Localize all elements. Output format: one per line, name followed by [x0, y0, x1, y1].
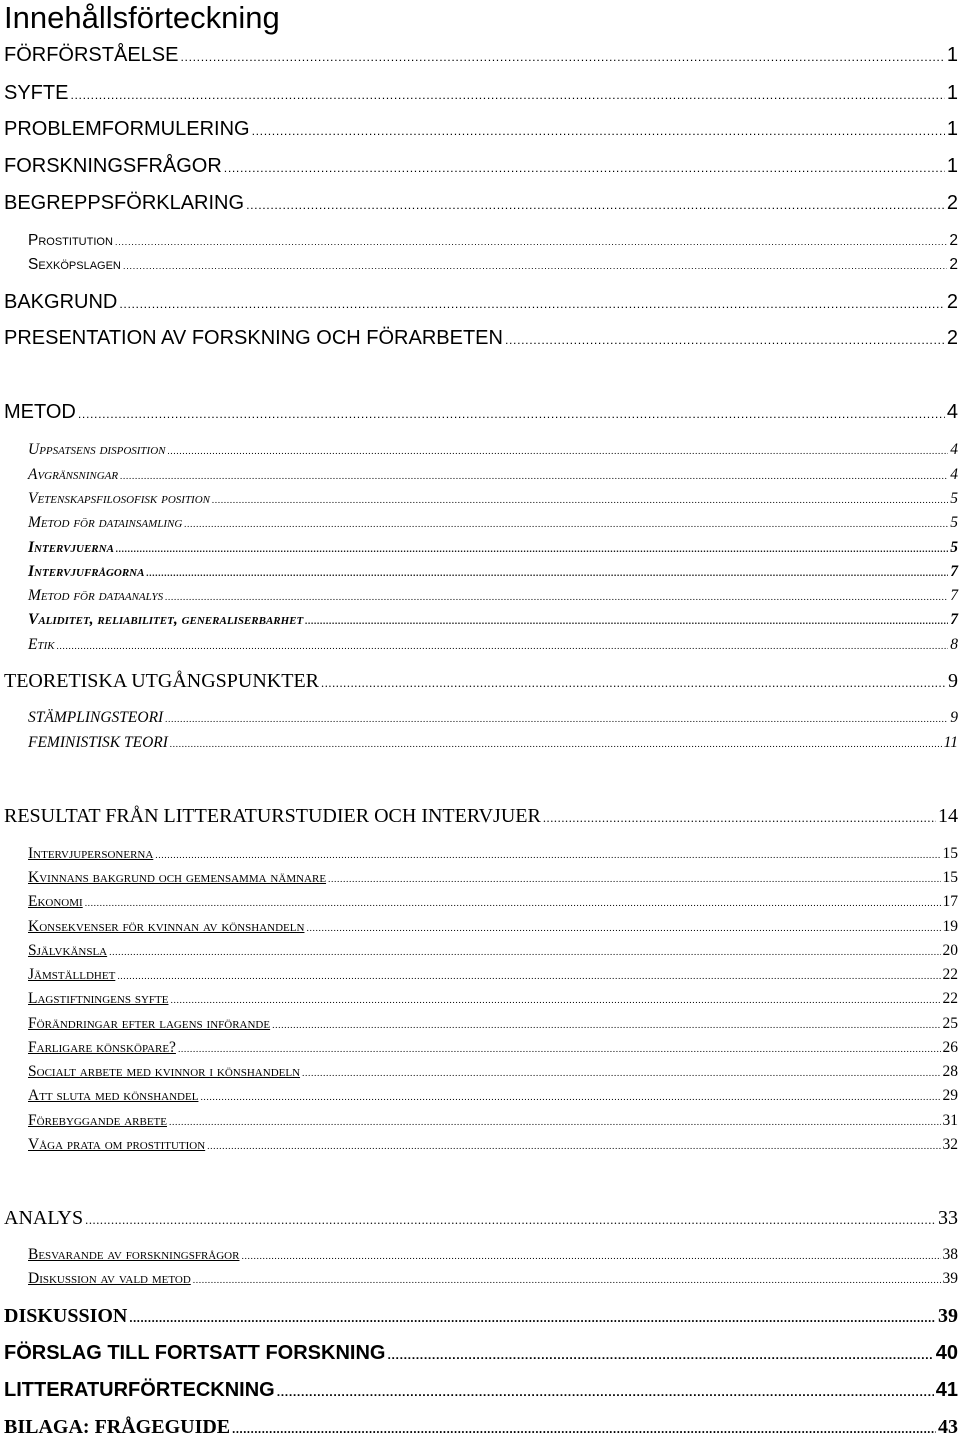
toc-entry[interactable] — [28, 990, 958, 1010]
toc-entry[interactable] — [4, 327, 958, 353]
toc-entry[interactable] — [4, 670, 958, 696]
toc-entry[interactable] — [4, 82, 958, 108]
toc-entry-label: Ekonomi — [28, 893, 83, 910]
toc-entry[interactable] — [28, 563, 958, 583]
dot-leader — [57, 641, 949, 652]
toc-entry-label: Sexköpslagen — [28, 256, 121, 273]
toc-entry-label: FÖRFÖRSTÅELSE — [4, 44, 179, 66]
dot-leader — [252, 124, 945, 138]
toc-entry-label: Prostitution — [28, 232, 113, 249]
toc-entry-page-number: 7 — [950, 611, 958, 628]
toc-entry-label: BEGREPPSFÖRKLARING — [4, 192, 245, 214]
dot-leader — [193, 1275, 941, 1286]
toc-entry-page-number: 22 — [942, 990, 958, 1007]
toc-entry-label: BILAGA: FRÅGEGUIDE — [4, 1416, 231, 1438]
toc-entry-page-number: 1 — [946, 44, 958, 66]
toc-entry-label: Metod för dataanalys — [28, 587, 164, 604]
dot-leader — [178, 1044, 941, 1055]
toc-entry-page-number: 4 — [946, 401, 958, 423]
dot-leader — [78, 407, 945, 421]
dot-leader — [328, 874, 940, 885]
toc-entry-page-number: 4 — [950, 441, 958, 458]
dot-leader — [168, 446, 949, 457]
toc-entry-label: Förebyggande arbete — [28, 1112, 167, 1129]
toc-entry-label: Etik — [28, 636, 55, 653]
dot-leader — [119, 297, 945, 311]
toc-entry[interactable] — [4, 401, 958, 427]
toc-entry-label: PRESENTATION AV FORSKNING OCH FÖRARBETEN — [4, 327, 503, 349]
dot-leader — [146, 568, 948, 579]
dot-leader — [241, 1251, 940, 1262]
toc-entry[interactable] — [4, 155, 958, 181]
toc-entry-page-number: 40 — [935, 1342, 958, 1364]
dot-leader — [277, 1385, 934, 1399]
toc-entry-label: Självkänsla — [28, 942, 108, 959]
toc-entry[interactable] — [28, 466, 958, 486]
toc-entry[interactable] — [28, 734, 958, 754]
toc-entry-label: Diskussion av vald metod — [28, 1270, 191, 1287]
toc-entry-page-number: 2 — [949, 232, 958, 249]
toc-entry[interactable] — [28, 636, 958, 656]
toc-entry-label: FÖRSLAG TILL FORTSATT FORSKNING — [4, 1342, 386, 1364]
toc-entry-page-number: 28 — [942, 1063, 958, 1080]
toc-entry[interactable] — [28, 966, 958, 986]
toc-entry-page-number: 7 — [950, 563, 958, 580]
toc-entry-page-number: 22 — [942, 966, 958, 983]
toc-entry[interactable] — [28, 1270, 958, 1290]
toc-entry[interactable] — [4, 118, 958, 144]
toc-entry-label: Metod för datainsamling — [28, 514, 183, 531]
toc-entry-label: METOD — [4, 401, 76, 423]
toc-entry-label: RESULTAT FRÅN LITTERATURSTUDIER OCH INTERVJUER — [4, 805, 541, 827]
toc-entry-label: Farligare könsköpare? — [28, 1039, 176, 1056]
dot-leader — [224, 161, 945, 175]
toc-entry-label: FEMINISTISK TEORI — [28, 734, 168, 751]
toc-entry[interactable] — [28, 918, 958, 938]
toc-entry-label: Våga prata om prostitution — [28, 1136, 206, 1153]
toc-entry-page-number: 43 — [938, 1416, 958, 1438]
toc-entry-page-number: 9 — [948, 670, 958, 692]
toc-entry-page-number: 1 — [946, 82, 958, 104]
toc-entry-label: BAKGRUND — [4, 291, 118, 313]
toc-entry-page-number: 26 — [942, 1039, 958, 1056]
dot-leader — [85, 898, 941, 909]
dot-leader — [165, 592, 948, 603]
toc-entry-page-number: 15 — [942, 869, 958, 886]
dot-leader — [180, 50, 944, 64]
toc-entry[interactable] — [28, 587, 958, 607]
toc-entry-label: Besvarande av forskningsfrågor — [28, 1246, 240, 1263]
toc-entry-page-number: 11 — [943, 734, 958, 751]
dot-leader — [505, 333, 945, 347]
dot-leader — [387, 1348, 933, 1362]
toc-entry[interactable] — [28, 611, 958, 631]
dot-leader — [321, 676, 946, 691]
dot-leader — [184, 519, 948, 530]
dot-leader — [129, 1311, 936, 1326]
toc-entry[interactable] — [4, 192, 958, 218]
toc-entry[interactable] — [28, 845, 958, 865]
toc-entry[interactable] — [4, 1305, 958, 1331]
toc-entry[interactable] — [28, 441, 958, 461]
toc-entry-label: LITTERATURFÖRTECKNING — [4, 1379, 275, 1401]
toc-entry-label: Intervjuerna — [28, 539, 114, 556]
dot-leader — [169, 1117, 941, 1128]
toc-entry[interactable] — [28, 514, 958, 534]
toc-entry-label: Lagstiftningens syfte — [28, 990, 169, 1007]
toc-entry-label: Uppsatsens disposition — [28, 441, 166, 458]
toc-entry-page-number: 17 — [942, 893, 958, 910]
toc-entry-label: Socialt arbete med kvinnor i könshandeln — [28, 1063, 301, 1080]
toc-entry[interactable] — [28, 232, 958, 252]
toc-entry[interactable] — [28, 893, 958, 913]
dot-leader — [543, 811, 936, 826]
dot-leader — [170, 995, 940, 1006]
toc-entry-label: Intervjupersonerna — [28, 845, 154, 862]
dot-leader — [117, 971, 940, 982]
toc-entry-label: Avgränsningar — [28, 466, 119, 483]
dot-leader — [207, 1141, 940, 1152]
toc-entry-label: Förändringar efter lagens införande — [28, 1015, 271, 1032]
toc-entry-page-number: 39 — [942, 1270, 958, 1287]
toc-entry[interactable] — [28, 1063, 958, 1083]
dot-leader — [155, 850, 940, 861]
toc-entry[interactable] — [4, 805, 958, 831]
toc-entry[interactable] — [28, 1246, 958, 1266]
dot-leader — [115, 237, 947, 248]
toc-entry-page-number: 1 — [946, 155, 958, 177]
toc-entry[interactable] — [28, 869, 958, 889]
toc-entry-page-number: 14 — [938, 805, 958, 827]
toc-entry[interactable] — [4, 1207, 958, 1233]
toc-entry-page-number: 39 — [938, 1305, 958, 1327]
toc-entry[interactable] — [28, 1015, 958, 1035]
toc-entry[interactable] — [28, 1136, 958, 1156]
dot-leader — [302, 1068, 940, 1079]
toc-entry-page-number: 2 — [946, 192, 958, 214]
dot-leader — [306, 923, 940, 934]
dot-leader — [116, 544, 948, 555]
toc-entry-page-number: 25 — [942, 1015, 958, 1032]
dot-leader — [212, 495, 948, 506]
toc-entry-page-number: 41 — [935, 1379, 958, 1401]
dot-leader — [123, 261, 948, 272]
toc-entry-label: DISKUSSION — [4, 1305, 128, 1327]
toc-entry[interactable] — [4, 1379, 958, 1405]
toc-entry-label: Kvinnans bakgrund och gemensamma nämnare — [28, 869, 327, 886]
dot-leader — [165, 714, 948, 725]
dot-leader — [109, 947, 940, 958]
dot-leader — [70, 88, 944, 102]
toc-entry-page-number: 5 — [950, 514, 958, 531]
toc-entry-page-number: 29 — [942, 1087, 958, 1104]
toc-entry-page-number: 32 — [942, 1136, 958, 1153]
toc-entry-page-number: 5 — [950, 539, 958, 556]
toc-entry-label: PROBLEMFORMULERING — [4, 118, 250, 140]
toc-entry-label: FORSKNINGSFRÅGOR — [4, 155, 222, 177]
dot-leader — [120, 471, 948, 482]
toc-entry-page-number: 20 — [942, 942, 958, 959]
toc-entry[interactable] — [28, 539, 958, 559]
toc-entry-page-number: 5 — [950, 490, 958, 507]
toc-entry[interactable] — [4, 1416, 958, 1442]
dot-leader — [246, 198, 945, 212]
toc-entry-label: Validitet, reliabilitet, generaliserbarhet — [28, 611, 304, 628]
toc-entry[interactable] — [28, 1087, 958, 1107]
toc-entry[interactable] — [28, 256, 958, 276]
toc-entry[interactable] — [4, 291, 958, 317]
toc-entry-page-number: 31 — [942, 1112, 958, 1129]
toc-entry-label: STÄMPLINGSTEORI — [28, 709, 164, 726]
toc-entry-label: Jämställdhet — [28, 966, 116, 983]
dot-leader — [232, 1422, 936, 1437]
toc-entry-page-number: 2 — [946, 291, 958, 313]
dot-leader — [200, 1092, 940, 1103]
toc-entry-label: ANALYS — [4, 1207, 84, 1229]
dot-leader — [305, 616, 948, 627]
toc-entry-page-number: 8 — [950, 636, 958, 653]
dot-leader — [85, 1213, 936, 1228]
toc-entry-label: Intervjufrågorna — [28, 563, 145, 580]
toc-entry-page-number: 19 — [942, 918, 958, 935]
dot-leader — [272, 1020, 940, 1031]
toc-entry[interactable] — [28, 1039, 958, 1059]
toc-entry-page-number: 2 — [946, 327, 958, 349]
toc-entry[interactable] — [28, 1112, 958, 1132]
dot-leader — [170, 739, 942, 750]
toc-entry[interactable] — [28, 942, 958, 962]
toc-entry-page-number: 33 — [938, 1207, 958, 1229]
toc-entry-page-number: 7 — [950, 587, 958, 604]
toc-entry-page-number: 2 — [949, 256, 958, 273]
toc-entry-page-number: 15 — [942, 845, 958, 862]
toc-entry-page-number: 38 — [942, 1246, 958, 1263]
toc-entry-label: SYFTE — [4, 82, 69, 104]
toc-entry-page-number: 4 — [950, 466, 958, 483]
toc-entry-label: Att sluta med könshandel — [28, 1087, 199, 1104]
toc-entry-page-number: 9 — [950, 709, 958, 726]
toc-entry[interactable] — [4, 1342, 958, 1368]
toc-entry[interactable] — [28, 709, 958, 729]
toc-entry-label: Vetenskapsfilosofisk position — [28, 490, 211, 507]
page-title: Innehållsförteckning — [4, 0, 280, 35]
toc-entry[interactable] — [4, 44, 958, 70]
toc-entry-page-number: 1 — [946, 118, 958, 140]
toc-entry-label: TEORETISKA UTGÅNGSPUNKTER — [4, 670, 319, 692]
toc-entry-label: Konsekvenser för kvinnan av könshandeln — [28, 918, 305, 935]
toc-entry[interactable] — [28, 490, 958, 510]
